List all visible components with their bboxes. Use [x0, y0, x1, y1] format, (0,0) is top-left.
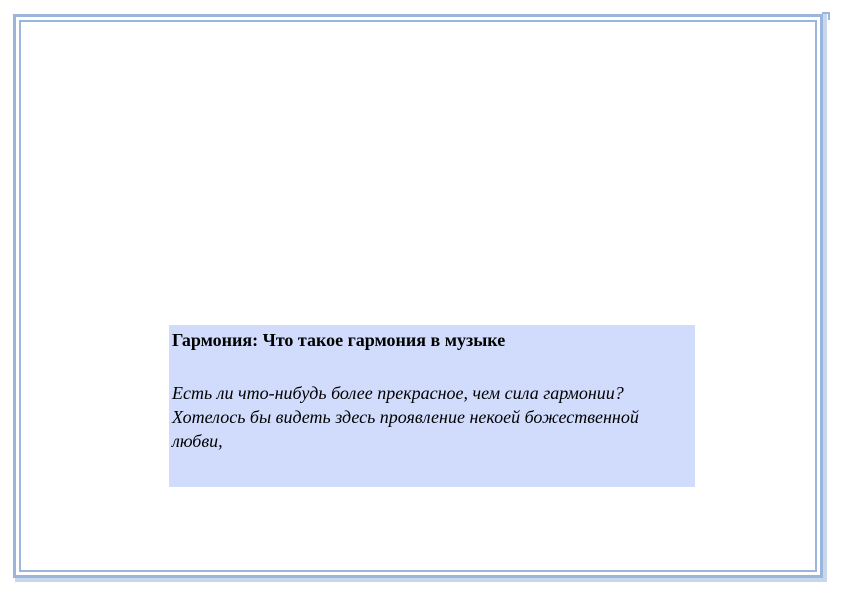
highlighted-text-block	[169, 325, 695, 487]
paragraph-line: Есть ли что-нибудь более прекрасное, чем сила гармонии?	[172, 383, 624, 403]
corner-mark	[822, 12, 830, 20]
page-border-inner	[19, 20, 817, 572]
blank-line	[172, 351, 692, 381]
document-heading: Гармония: Что такое гармония в музыке	[172, 330, 506, 350]
frame-shadow-right	[823, 12, 827, 582]
paragraph-line: Хотелось бы видеть здесь проявление некоей божественной любви,	[172, 407, 639, 451]
frame-shadow-bottom	[15, 578, 827, 582]
